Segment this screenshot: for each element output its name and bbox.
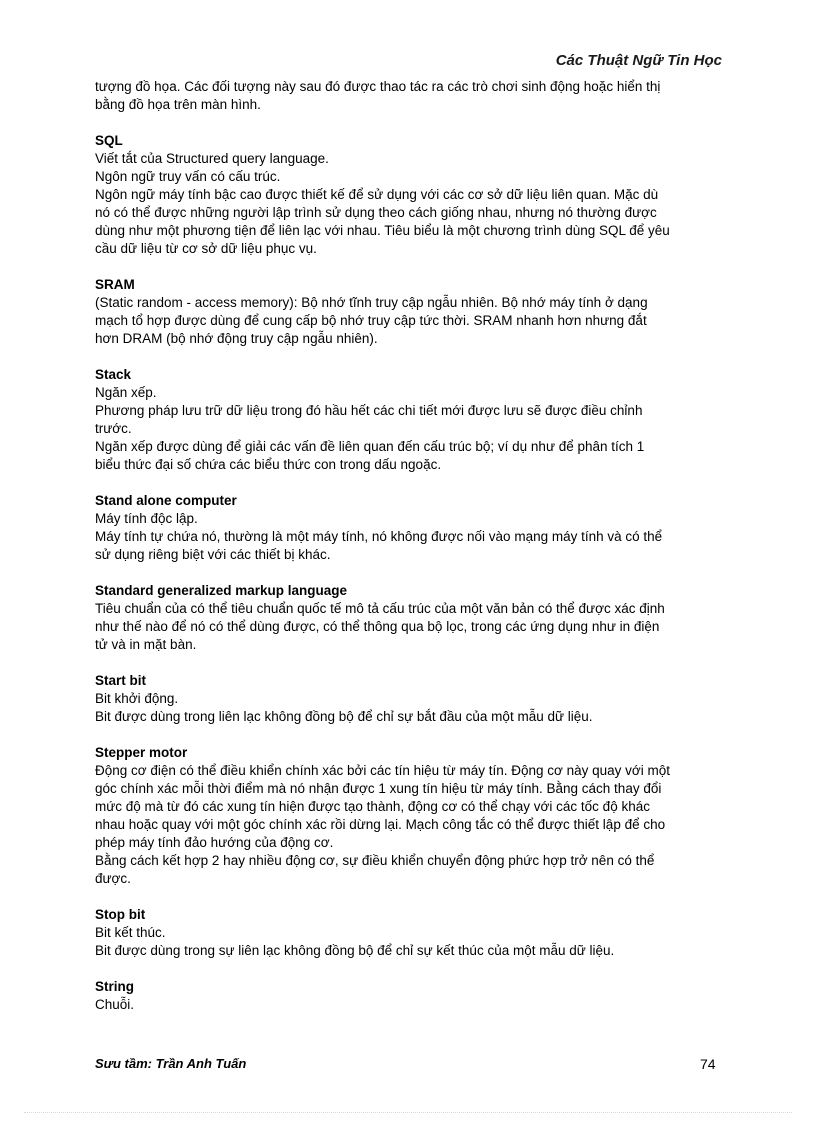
glossary-entry-start-bit	[95, 672, 725, 726]
definition-line: sử dụng riêng biệt với các thiết bị khác.	[95, 547, 331, 562]
definition-line: Phương pháp lưu trữ dữ liệu trong đó hầu hết các chi tiết mới được lưu sẽ được điều chỉnh	[95, 403, 643, 418]
definition-line: (Static random - access memory): Bộ nhớ tĩnh truy cập ngẫu nhiên. Bộ nhớ máy tính ở dạng	[95, 295, 648, 310]
definition-line: Tiêu chuẩn của có thể tiêu chuẩn quốc tế mô tả cấu trúc của một văn bản có thể được xác định	[95, 601, 665, 616]
entry-term: Standard generalized markup language	[95, 583, 348, 598]
definition-line: Viết tắt của Structured query language.	[95, 151, 329, 166]
definition-line: dùng như một phương tiện để liên lạc với nhau. Tiêu biểu là một chương trình dùng SQL để yêu	[95, 223, 670, 238]
definition-line: cầu dữ liệu từ cơ sở dữ liệu phục vụ.	[95, 241, 317, 256]
footer-author: Sưu tầm: Trần Anh Tuấn	[95, 1056, 247, 1071]
definition-line: Ngăn xếp.	[95, 385, 157, 400]
definition-line: Bit kết thúc.	[95, 925, 166, 940]
definition-line: phép máy tính đảo hướng của động cơ.	[95, 835, 334, 850]
entry-term: Stand alone computer	[95, 493, 237, 508]
definition-line: Máy tính tự chứa nó, thường là một máy tính, nó không được nối vào mạng máy tính và có thể	[95, 529, 663, 544]
entry-term: SQL	[95, 133, 123, 148]
definition-line: Ngôn ngữ truy vấn có cấu trúc.	[95, 169, 281, 184]
entry-term: SRAM	[95, 277, 135, 292]
definition-line: mức độ mà từ đó các xung tín hiện được tạo thành, động cơ có thể chạy với các tốc độ khác	[95, 799, 650, 814]
glossary-entry-sgml	[95, 582, 725, 654]
definition-line: Ngăn xếp được dùng để giải các vấn đề liên quan đến cấu trúc bộ; ví dụ như để phân tích 1	[95, 439, 645, 454]
definition-line: Động cơ điện có thể điều khiển chính xác bởi các tín hiệu từ máy tín. Động cơ này quay với một	[95, 763, 670, 778]
glossary-entry-stop-bit	[95, 906, 725, 960]
definition-line: Máy tính độc lập.	[95, 511, 198, 526]
definition-line: biểu thức đại số chứa các biểu thức con trong dấu ngoặc.	[95, 457, 442, 472]
definition-line: hơn DRAM (bộ nhớ động truy cập ngẫu nhiên).	[95, 331, 378, 346]
definition-line: nó có thể được những người lập trình sử dụng theo cách giống nhau, nhưng nó thường được	[95, 205, 657, 220]
definition-line: góc chính xác mỗi thời điểm mà nó nhận được 1 xung tín hiệu từ máy tính. Bằng cách thay đổi	[95, 781, 662, 796]
entry-term: Start bit	[95, 673, 147, 688]
glossary-entry-string	[95, 978, 725, 1014]
entry-term: Stepper motor	[95, 745, 188, 760]
page-number: 74	[700, 1056, 716, 1072]
definition-line: trước.	[95, 421, 132, 436]
intro-line: bằng đồ họa trên màn hình.	[95, 97, 261, 112]
glossary-entry-stand-alone-computer	[95, 492, 725, 564]
page-bottom-divider	[24, 1112, 792, 1113]
glossary-entry-stack	[95, 366, 725, 474]
glossary-content	[95, 78, 725, 1032]
definition-line: Bit được dùng trong sự liên lạc không đồng bộ để chỉ sự kết thúc của một mẫu dữ liệu.	[95, 943, 615, 958]
definition-line: như thế nào để nó có thể dùng được, có thể thông qua bộ lọc, trong các ứng dụng như in điện	[95, 619, 660, 634]
intro-line: tượng đồ họa. Các đối tượng này sau đó được thao tác ra các trò chơi sinh động hoặc hiển thị	[95, 79, 661, 94]
page-header-title: Các Thuật Ngữ Tin Học	[555, 52, 722, 69]
definition-line: Ngôn ngữ máy tính bậc cao được thiết kế để sử dụng với các cơ sở dữ liệu liên quan. Mặc dù	[95, 187, 659, 202]
definition-line: Bit khởi động.	[95, 691, 179, 706]
definition-line: Bằng cách kết hợp 2 hay nhiều động cơ, sự điều khiển chuyển động phức hợp trở nên có thể	[95, 853, 655, 868]
intro-continuation	[95, 78, 725, 114]
glossary-entry-sram	[95, 276, 725, 348]
definition-line: Chuỗi.	[95, 997, 135, 1012]
definition-line: mạch tổ hợp được dùng để cung cấp bộ nhớ truy cập tức thời. SRAM nhanh hơn nhưng đắt	[95, 313, 647, 328]
entry-term: String	[95, 979, 134, 994]
definition-line: nhau hoặc quay với một góc chính xác rồi dừng lại. Mạch công tắc có thể được thiết lập để cho	[95, 817, 666, 832]
glossary-entry-stepper-motor	[95, 744, 725, 888]
entry-term: Stack	[95, 367, 132, 382]
definition-line: được.	[95, 871, 131, 886]
glossary-entry-sql	[95, 132, 725, 258]
definition-line: Bit được dùng trong liên lạc không đồng bộ để chỉ sự bắt đầu của một mẫu dữ liệu.	[95, 709, 593, 724]
entry-term: Stop bit	[95, 907, 146, 922]
definition-line: tử và in mặt bàn.	[95, 637, 197, 652]
